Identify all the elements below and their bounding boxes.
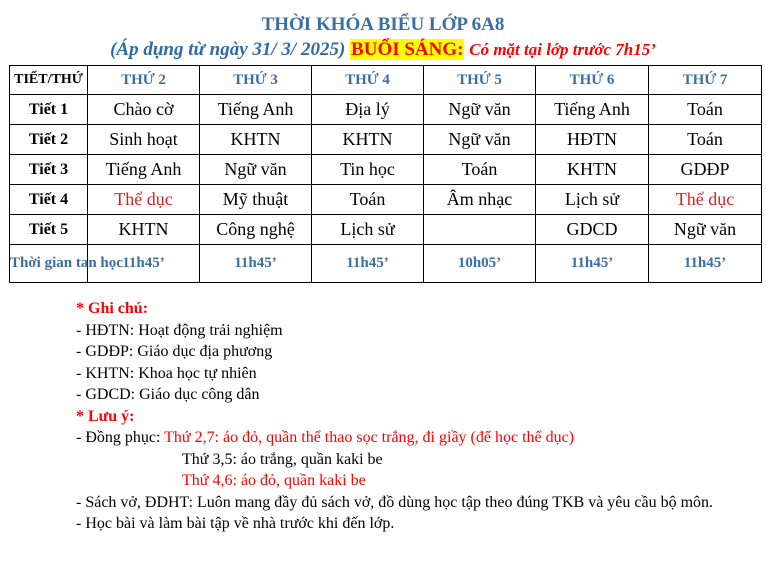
subject-cell: KHTN — [88, 215, 200, 245]
subject-cell: Toán — [424, 155, 536, 185]
subject-cell: Địa lý — [312, 95, 424, 125]
page-title: THỜI KHÓA BIỂU LỚP 6A8 — [261, 14, 505, 35]
note-item: - KHTN: Khoa học tự nhiên — [76, 364, 257, 382]
subject-cell: Toán — [312, 185, 424, 215]
subject-cell: Tiếng Anh — [200, 95, 312, 125]
subject-cell: Tiếng Anh — [536, 95, 649, 125]
subject-cell: Ngữ văn — [649, 215, 762, 245]
notes-heading: * Ghi chú: — [76, 300, 149, 317]
subject-cell: GDĐP — [649, 155, 762, 185]
session-label: BUỔI SÁNG: — [351, 39, 464, 60]
subject-cell: KHTN — [200, 125, 312, 155]
subject-cell: Toán — [649, 125, 762, 155]
dismissal-row — [10, 245, 762, 283]
dismissal-time: 11h45’ — [312, 245, 424, 283]
table-row — [10, 185, 762, 215]
subject-cell — [424, 215, 536, 245]
subject-cell: Tin học — [312, 155, 424, 185]
subject-cell: Công nghệ — [200, 215, 312, 245]
period-label: Tiết 5 — [10, 215, 88, 245]
corner-header: TIẾT/THỨ — [10, 66, 88, 95]
subject-cell: GDCD — [536, 215, 649, 245]
day-header: THỨ 2 — [88, 66, 200, 95]
note-item: - HĐTN: Hoạt động trải nghiệm — [76, 321, 283, 339]
period-label: Tiết 1 — [10, 95, 88, 125]
day-header: THỨ 6 — [536, 66, 649, 95]
note-item: - GDCD: Giáo dục công dân — [76, 386, 260, 403]
dismissal-label: Thời gian tan học — [10, 245, 88, 283]
subject-cell: Ngữ văn — [424, 125, 536, 155]
uniform-rule: Thứ 2,7: áo đỏ, quần thể thao sọc trắng, đi giầy (để học thể dục) — [164, 429, 575, 446]
subject-cell: HĐTN — [536, 125, 649, 155]
subject-cell-highlight: Thể dục — [88, 185, 200, 215]
subject-cell: Lịch sử — [312, 215, 424, 245]
reminder-heading: * Lưu ý: — [76, 407, 135, 425]
subject-cell: Lịch sử — [536, 185, 649, 215]
uniform-label: - Đồng phục: — [76, 429, 161, 446]
table-row — [10, 155, 762, 185]
subject-cell: Ngữ văn — [424, 95, 536, 125]
uniform-rule: Thứ 4,6: áo đỏ, quần kaki be — [182, 472, 366, 489]
dismissal-time: 11h45’ — [88, 245, 200, 283]
subject-cell: Tiếng Anh — [88, 155, 200, 185]
table-row — [10, 95, 762, 125]
period-label: Tiết 3 — [10, 155, 88, 185]
homework-note: - Học bài và làm bài tập về nhà trước khi đến lớp. — [76, 515, 395, 532]
uniform-rule: Thứ 3,5: áo trắng, quần kaki be — [182, 450, 383, 468]
subject-cell: KHTN — [536, 155, 649, 185]
subject-cell: KHTN — [312, 125, 424, 155]
dismissal-time: 11h45’ — [649, 245, 762, 283]
table-row — [10, 125, 762, 155]
dismissal-time: 11h45’ — [200, 245, 312, 283]
day-header: THỨ 4 — [312, 66, 424, 95]
uniform-line — [76, 427, 736, 449]
subject-cell: Toán — [649, 95, 762, 125]
period-label: Tiết 4 — [10, 185, 88, 215]
subject-cell: Âm nhạc — [424, 185, 536, 215]
books-note: - Sách vở, ĐDHT: Luôn mang đầy đủ sách vở, đồ dùng học tập theo đúng TKB và yêu cầu bộ môn. — [76, 493, 714, 511]
day-header: THỨ 3 — [200, 66, 312, 95]
subtitle — [0, 38, 766, 62]
effective-date: (Áp dụng từ ngày 31/ 3/ 2025) — [110, 39, 346, 60]
subject-cell: Mỹ thuật — [200, 185, 312, 215]
arrival-note: Có mặt tại lớp trước 7h15’ — [469, 40, 656, 59]
subject-cell: Ngữ văn — [200, 155, 312, 185]
subject-cell-highlight: Thể dục — [649, 185, 762, 215]
dismissal-time: 11h45’ — [536, 245, 649, 283]
dismissal-time: 10h05’ — [424, 245, 536, 283]
period-label: Tiết 2 — [10, 125, 88, 155]
notes-section — [76, 298, 736, 535]
timetable-header-row — [10, 66, 762, 95]
subject-cell: Chào cờ — [88, 95, 200, 125]
subject-cell: Sinh hoạt — [88, 125, 200, 155]
note-item: - GDĐP: Giáo dục địa phương — [76, 343, 273, 360]
day-header: THỨ 7 — [649, 66, 762, 95]
table-row — [10, 215, 762, 245]
timetable — [9, 65, 762, 283]
day-header: THỨ 5 — [424, 66, 536, 95]
